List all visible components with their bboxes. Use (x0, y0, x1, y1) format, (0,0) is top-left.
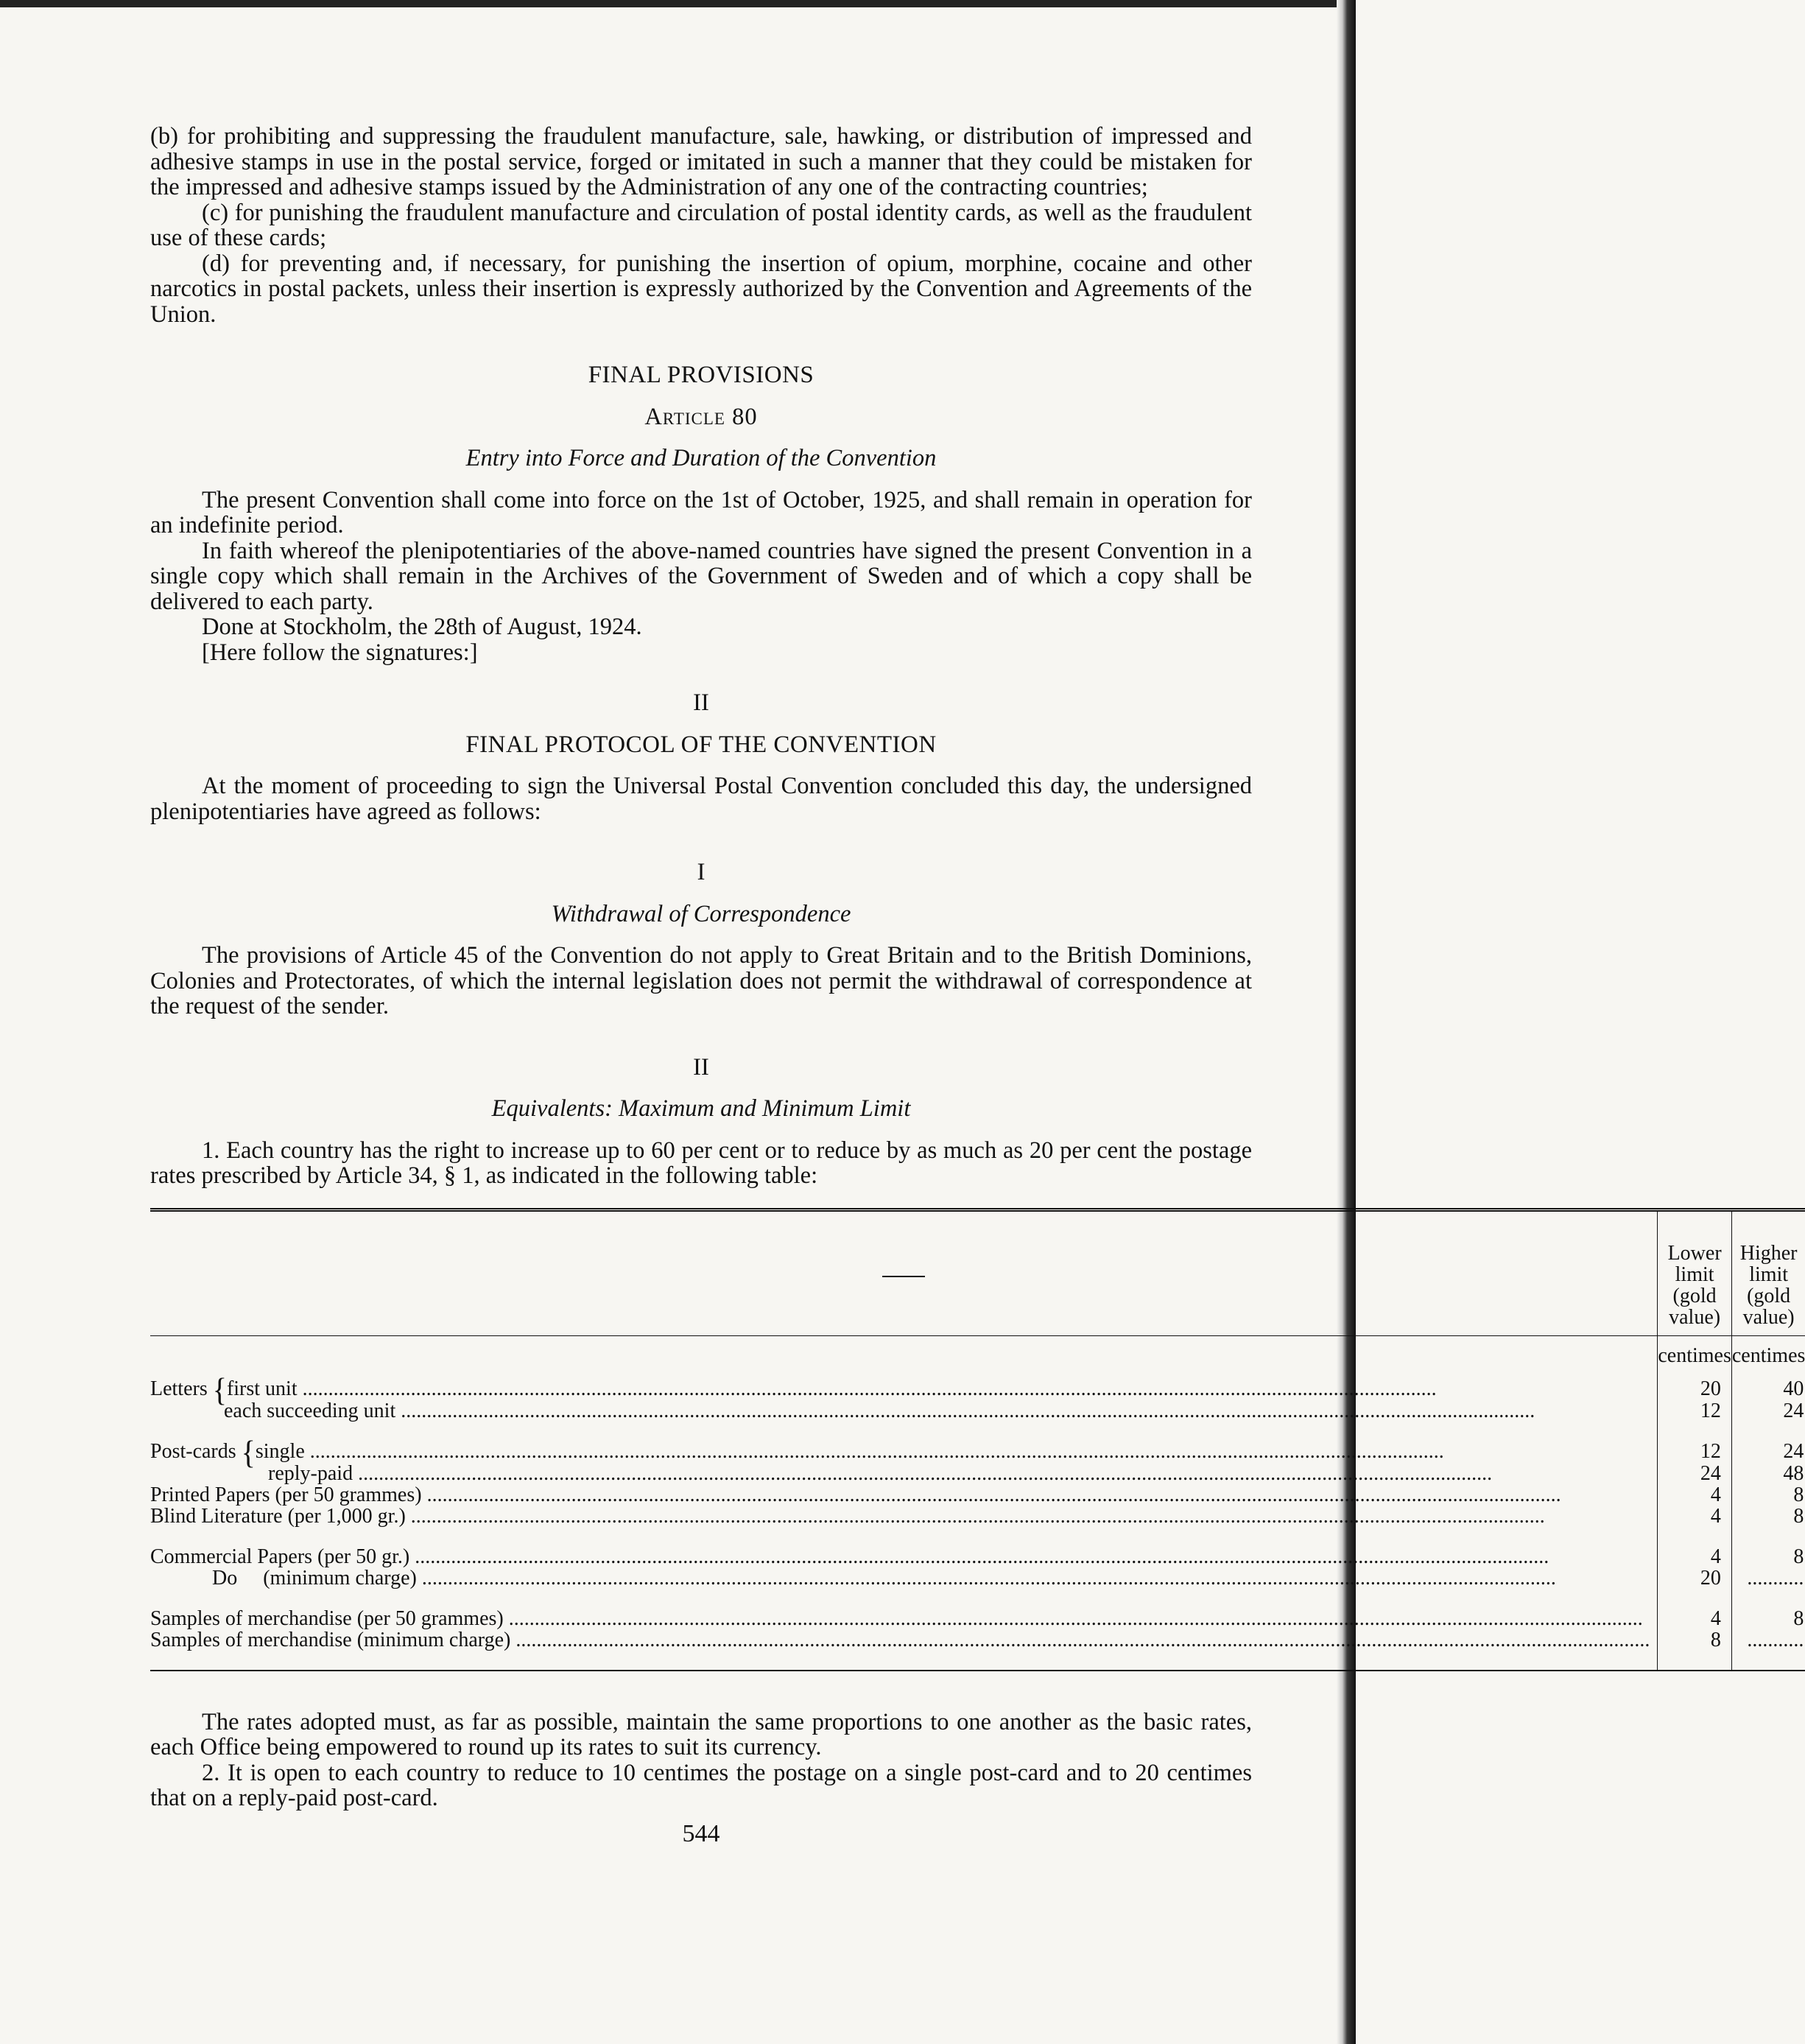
table-row (150, 1608, 1805, 1629)
higher-value: 48 (1783, 1461, 1804, 1485)
row-label: Do (minimum charge) (212, 1566, 417, 1590)
table-row (150, 1629, 1805, 1651)
faith-whereof-paragraph: In faith whereof the plenipotentiaries of the above-named countries have signed the present Convention in a single copy which shall remain in the Archives of the Government of Sweden and of which a copy shall be delivered to each party. (150, 537, 1252, 615)
row-label: Samples of merchandise (minimum charge) (150, 1628, 511, 1651)
brace-mark: { (241, 1433, 256, 1470)
brace-mark: { (212, 1371, 227, 1408)
protocol-numeral: II (693, 689, 709, 716)
row-label: Samples of merchandise (per 50 grammes) (150, 1606, 504, 1630)
section-one-title: Withdrawal of Correspondence (551, 900, 851, 927)
lower-value: 8 (1658, 1629, 1732, 1651)
lower-value: 4 (1658, 1484, 1732, 1506)
done-at-paragraph: Done at Stockholm, the 28th of August, 1924. (202, 614, 642, 640)
lower-value: 4 (1658, 1506, 1732, 1527)
lower-value: 20 (1658, 1567, 1732, 1589)
section-two-title: Equivalents: Maximum and Minimum Limit (491, 1095, 911, 1122)
higher-value: 24 (1783, 1440, 1804, 1463)
description-column-header (150, 1209, 1658, 1335)
table-row (150, 1463, 1805, 1484)
table-row (150, 1441, 1805, 1463)
lower-value: 12 (1658, 1400, 1732, 1422)
dash-mark (882, 1276, 925, 1277)
lower-value: 4 (1658, 1608, 1732, 1629)
clause-c: (c) for punishing the fraudulent manufacture and circulation of postal identity cards, as well as the fraudulent use of these cards; (150, 199, 1252, 251)
higher-value: ........... (1747, 1628, 1804, 1651)
article-number: Article 80 (644, 403, 758, 430)
table-row (150, 1567, 1805, 1589)
table-row (150, 1400, 1805, 1422)
commercial-label: Commercial Papers (per 50 gr.) (150, 1545, 410, 1568)
row-label: first unit (226, 1377, 298, 1400)
postage-rates-table (150, 1208, 1805, 1674)
final-protocol-heading: FINAL PROTOCOL OF THE CONVENTION (465, 731, 937, 758)
table-row (150, 1506, 1805, 1527)
postcards-label: Post-cards (150, 1439, 236, 1463)
row-label: single (255, 1439, 305, 1463)
clause-b: (b) for prohibiting and suppressing the fraudulent manufacture, sale, hawking, or distribution of impressed and adhesive stamps in use in the postal service, forged or imitated in such a manner that they could be mistaken for the impressed and adhesive stamps issued by the Administration of any one of the contracting countries; (150, 123, 1252, 200)
higher-value: ........... (1747, 1566, 1804, 1590)
protocol-intro: At the moment of proceeding to sign the Universal Postal Convention concluded this day, the undersigned plenipotentiaries have agreed as follows: (150, 773, 1252, 825)
entry-into-force-paragraph: The present Convention shall come into force on the 1st of October, 1925, and shall remain in operation for an indefinite period. (150, 486, 1252, 538)
page-number: 544 (682, 1819, 720, 1847)
lower-value: 12 (1658, 1441, 1732, 1463)
lower-value: 24 (1658, 1463, 1732, 1484)
letters-label: Letters (150, 1377, 208, 1400)
table-row (150, 1378, 1805, 1400)
document-page (150, 123, 1805, 1847)
lower-limit-header: Lower limit (gold value) (1658, 1209, 1732, 1335)
lower-unit-label: centimes (1658, 1335, 1732, 1378)
row-label: reply-paid (268, 1461, 353, 1485)
table-row (150, 1546, 1805, 1567)
section-two-text: 1. Each country has the right to increase up to 60 per cent or to reduce by as much as 20 per cent the postage rates prescribed by Article 34, § 1, as indicated in the following table: (150, 1137, 1252, 1189)
higher-value: 8 (1793, 1545, 1804, 1568)
final-provisions-heading: FINAL PROVISIONS (588, 362, 814, 388)
higher-value: 8 (1793, 1483, 1804, 1506)
section-one-numeral: I (697, 859, 706, 885)
higher-value: 24 (1783, 1399, 1804, 1422)
scan-binding-edge (1337, 0, 1356, 2044)
article-subtitle: Entry into Force and Duration of the Convention (465, 445, 937, 471)
higher-value: 8 (1793, 1606, 1804, 1630)
table-row (150, 1484, 1805, 1506)
higher-value: 8 (1793, 1504, 1804, 1528)
clause-d: (d) for preventing and, if necessary, for punishing the insertion of opium, morphine, cocaine and other narcotics in postal packets, unless their insertion is expressly authorized by the Convention and Agreements of the Union. (150, 250, 1252, 328)
section-one-text: The provisions of Article 45 of the Convention do not apply to Great Britain and to the British Dominions, Colonies and Protectorates, of which the internal legislation does not permit the withdrawal of correspondence at the request of the sender. (150, 942, 1252, 1019)
row-label: Printed Papers (per 50 grammes) (150, 1483, 422, 1506)
higher-value: 40 (1783, 1377, 1804, 1400)
signatures-note: [Here follow the signatures:] (202, 639, 478, 666)
lower-value: 20 (1658, 1378, 1732, 1400)
row-label: Blind Literature (per 1,000 gr.) (150, 1504, 406, 1528)
scan-top-edge (0, 0, 1356, 7)
row-label: each succeeding unit (224, 1399, 396, 1422)
higher-limit-header: Higher limit (gold value) (1731, 1209, 1805, 1335)
unit-spacer (150, 1335, 1658, 1378)
section-two-numeral: II (693, 1053, 709, 1081)
higher-unit-label: centimes (1731, 1335, 1805, 1378)
lower-value: 4 (1658, 1546, 1732, 1567)
proportions-paragraph: The rates adopted must, as far as possible, maintain the same proportions to one another as the basic rates, each Office being empowered to round up its rates to suit its currency. (150, 1708, 1252, 1760)
postcard-reduction-paragraph: 2. It is open to each country to reduce to 10 centimes the postage on a single post-card and to 20 centimes that on a reply-paid post-card. (150, 1759, 1252, 1811)
